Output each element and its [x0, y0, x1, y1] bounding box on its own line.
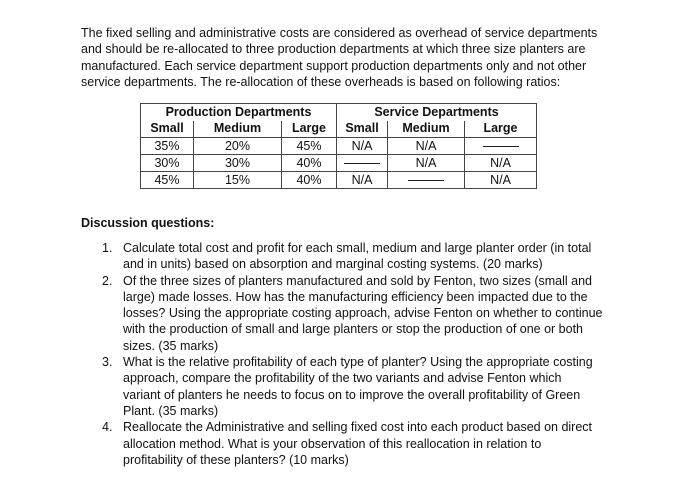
intro-line: and should be re-allocated to three production departments at which three size planters are: [81, 42, 586, 57]
table-cell: 40%: [282, 155, 337, 172]
reallocation-ratio-table: [140, 103, 537, 189]
table-cell: N/A: [388, 155, 465, 172]
table-row: [141, 155, 537, 172]
table-group-header-row: [141, 104, 537, 121]
table-cell: 15%: [194, 172, 282, 189]
question-line: What is the relative profitability of each type of planter? Using the appropriate costing: [123, 355, 593, 370]
table-cell: 45%: [282, 138, 337, 155]
table-cell: N/A: [388, 138, 465, 155]
column-header: Medium: [194, 121, 282, 138]
dash-mark: [344, 163, 380, 164]
question-line: Plant. (35 marks): [123, 403, 219, 418]
table-column-header-row: [141, 121, 537, 138]
intro-line: service departments. The re-allocation of these overheads is based on following ratios:: [81, 74, 561, 89]
table-cell: 45%: [141, 172, 194, 189]
group-header-service: Service Departments: [337, 104, 537, 121]
question-line: large) made losses. How has the manufacturing efficiency been impacted due to the: [123, 289, 588, 304]
column-header: Small: [337, 121, 388, 138]
question-number: 3.: [102, 355, 113, 370]
table-cell: N/A: [465, 172, 537, 189]
question-number: 4.: [102, 420, 113, 435]
table-cell: [465, 138, 537, 155]
table-cell: 40%: [282, 172, 337, 189]
column-header: Small: [141, 121, 194, 138]
question-number: 1.: [102, 241, 113, 255]
question-item: [81, 240, 621, 273]
question-line: sizes. (35 marks): [123, 338, 219, 353]
question-line: losses? Using the appropriate costing approach, advise Fenton on whether to continue: [123, 306, 603, 321]
table-cell: 20%: [194, 138, 282, 155]
intro-paragraph: [81, 25, 621, 90]
discussion-heading: Discussion questions:: [81, 216, 215, 230]
table-cell: N/A: [337, 138, 388, 155]
question-line: Of the three sizes of planters manufactured and sold by Fenton, two sizes (small and: [123, 273, 592, 288]
table-row: [141, 172, 537, 189]
table-cell: [388, 172, 465, 189]
question-line: approach, compare the profitability of the two variants and advise Fenton which: [123, 371, 562, 386]
table-cell: 35%: [141, 138, 194, 155]
dash-mark: [483, 146, 519, 147]
table-cell: N/A: [465, 155, 537, 172]
question-line: Reallocate the Administrative and selling fixed cost into each product based on direct: [123, 420, 593, 435]
column-header: Large: [465, 121, 537, 138]
intro-line: The fixed selling and administrative costs are considered as overhead of service departments: [81, 26, 598, 40]
table-cell: 30%: [141, 155, 194, 172]
column-header: Medium: [388, 121, 465, 138]
question-line: allocation method. What is your observation of this reallocation in relation to: [123, 436, 542, 451]
intro-line: manufactured. Each service department support production departments only and not other: [81, 58, 587, 73]
question-item: [81, 419, 621, 468]
discussion-question-list: [81, 240, 621, 468]
dash-mark: [408, 180, 444, 181]
question-line: variant of planters he needs to focus on to improve the overall profitability of Green: [123, 387, 581, 402]
table-row: [141, 138, 537, 155]
column-header: Large: [282, 121, 337, 138]
question-number: 2.: [102, 273, 113, 288]
table-cell: [337, 155, 388, 172]
question-line: and in units) based on absorption and marginal costing systems. (20 marks): [123, 257, 543, 272]
question-line: profitability of these planters? (10 marks): [123, 452, 349, 467]
question-item: [81, 354, 621, 419]
question-item: [81, 273, 621, 354]
question-line: Calculate total cost and profit for each small, medium and large planter order (in total: [123, 241, 592, 255]
group-header-production: Production Departments: [141, 104, 337, 121]
table-cell: 30%: [194, 155, 282, 172]
table-cell: N/A: [337, 172, 388, 189]
question-line: with the production of small and large planters or stop the production of one or both: [123, 322, 584, 337]
